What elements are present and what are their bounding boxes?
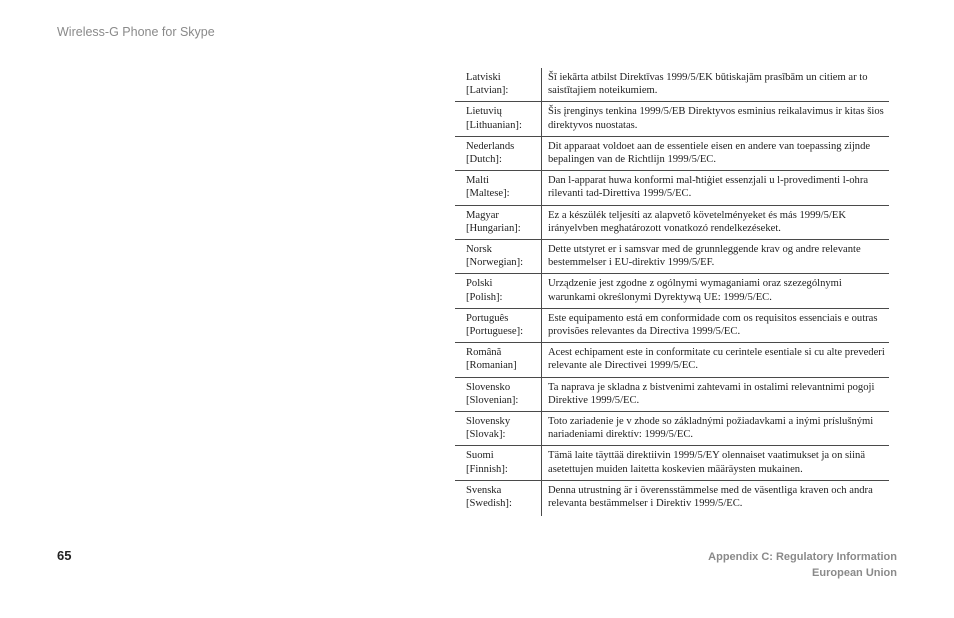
language-name: Norsk bbox=[466, 244, 492, 256]
language-english-name: [Polish]: bbox=[466, 291, 503, 303]
language-english-name: [Swedish]: bbox=[466, 498, 512, 510]
language-name: Polski bbox=[466, 278, 493, 290]
declaration-text: Dette utstyret er i samsvar med de grunnleggende krav og andre relevante bestemmelser i EU-direktiv 1999/5/EF. bbox=[542, 240, 890, 274]
language-english-name: [Finnish]: bbox=[466, 463, 508, 475]
declaration-text: Ez a készülék teljesíti az alapvető követelményeket és más 1999/5/EK irányelvben meghatározott vonatkozó rendelkezéseket. bbox=[542, 205, 890, 239]
language-cell bbox=[455, 343, 542, 377]
table-row bbox=[455, 377, 889, 411]
declaration-text: Dit apparaat voldoet aan de essentiele eisen en andere van toepassing zijnde bepalingen van de Richtlijn 1999/5/EC. bbox=[542, 136, 890, 170]
table-row bbox=[455, 171, 889, 205]
declaration-text: Denna utrustning är i överensstämmelse med de väsentliga kraven och andra relevanta bestämmelser i Direktiv 1999/5/EC. bbox=[548, 484, 873, 510]
language-name: Português bbox=[466, 312, 509, 324]
table-row bbox=[455, 480, 889, 516]
regulatory-declaration-table bbox=[455, 68, 889, 516]
language-cell bbox=[455, 412, 542, 446]
table-row bbox=[455, 412, 889, 446]
table-row bbox=[455, 205, 889, 239]
declaration-text: Tämä laite täyttää direktiivin 1999/5/EY olennaiset vaatimukset ja on siinä asetettujen muiden laitetta koskevien määräysten mukainen. bbox=[542, 446, 890, 480]
declaration-text: Este equipamento está em conformidade com os requisitos essenciais e outras provisões relevantes da Directiva 1999/5/EC. bbox=[542, 308, 890, 342]
language-english-name: [Portuguese]: bbox=[466, 326, 524, 338]
table-row bbox=[455, 68, 889, 102]
declaration-text: Urządzenie jest zgodne z ogólnymi wymaganiami oraz szezególnymi warunkami określonymi Dyrektywą UE: 1999/5/EC. bbox=[542, 274, 890, 308]
table-row bbox=[455, 274, 889, 308]
table-row bbox=[455, 343, 889, 377]
language-english-name: [Slovenian]: bbox=[466, 394, 519, 406]
language-cell bbox=[455, 308, 542, 342]
language-english-name: [Slovak]: bbox=[466, 429, 506, 441]
language-cell bbox=[455, 377, 542, 411]
document-header-title: Wireless-G Phone for Skype bbox=[57, 25, 215, 39]
regulatory-table-body bbox=[455, 68, 889, 516]
table-row bbox=[455, 240, 889, 274]
language-english-name: [Maltese]: bbox=[466, 188, 510, 200]
language-cell bbox=[455, 480, 542, 516]
declaration-text: Ta naprava je skladna z bistvenimi zahtevami in ostalimi relevantnimi pogoji Direktive 1999/5/EC. bbox=[542, 377, 890, 411]
language-name: Slovensky bbox=[466, 416, 511, 428]
declaration-text: Acest echipament este in conformitate cu cerintele esentiale si cu alte prevederi relevante ale Directivei 1999/5/EC. bbox=[542, 343, 890, 377]
language-cell bbox=[455, 136, 542, 170]
language-name: Nederlands bbox=[466, 140, 515, 152]
language-cell bbox=[455, 205, 542, 239]
language-english-name: [Dutch]: bbox=[466, 154, 502, 166]
language-name: Malti bbox=[466, 175, 489, 187]
language-english-name: [Romanian] bbox=[466, 360, 517, 372]
language-name: Svenska bbox=[466, 484, 502, 496]
language-name: Lietuvių bbox=[466, 106, 502, 118]
language-cell bbox=[455, 171, 542, 205]
language-name: Latviski bbox=[466, 72, 501, 83]
table-row bbox=[455, 446, 889, 480]
footer-appendix-title: Appendix C: Regulatory Information bbox=[708, 551, 897, 563]
table-row bbox=[455, 136, 889, 170]
page-number: 65 bbox=[57, 548, 72, 563]
language-english-name: [Latvian]: bbox=[466, 85, 509, 97]
declaration-text: Toto zariadenie je v zhode so základnými požiadavkami a inými príslušnými nariadeniami direktív: 1999/5/EC. bbox=[542, 412, 890, 446]
language-cell bbox=[455, 102, 542, 136]
language-name: Magyar bbox=[466, 209, 499, 221]
declaration-text: Šī iekārta atbilst Direktīvas 1999/5/EK būtiskajām prasībām un citiem ar to saistītajiem noteikumiem. bbox=[542, 68, 890, 102]
language-cell bbox=[455, 68, 542, 102]
declaration-text: Šis įrenginys tenkina 1999/5/EB Direktyvos esminius reikalavimus ir kitas šios direktyvos nuostatas. bbox=[542, 102, 890, 136]
language-cell bbox=[455, 240, 542, 274]
language-cell bbox=[455, 274, 542, 308]
table-row bbox=[455, 102, 889, 136]
declaration-text: Dan l-apparat huwa konformi mal-ħtiġiet essenzjali u l-provedimenti l-ohra rilevanti tad-Direttiva 1999/5/EC. bbox=[542, 171, 890, 205]
table-row bbox=[455, 308, 889, 342]
language-name: Suomi bbox=[466, 450, 494, 462]
language-name: Română bbox=[466, 347, 502, 359]
footer-section-title: European Union bbox=[812, 567, 897, 579]
language-name: Slovensko bbox=[466, 381, 511, 393]
language-english-name: [Norwegian]: bbox=[466, 257, 524, 269]
language-english-name: [Lithuanian]: bbox=[466, 119, 522, 131]
language-english-name: [Hungarian]: bbox=[466, 222, 521, 234]
footer-section-info bbox=[708, 549, 897, 581]
language-cell bbox=[455, 446, 542, 480]
